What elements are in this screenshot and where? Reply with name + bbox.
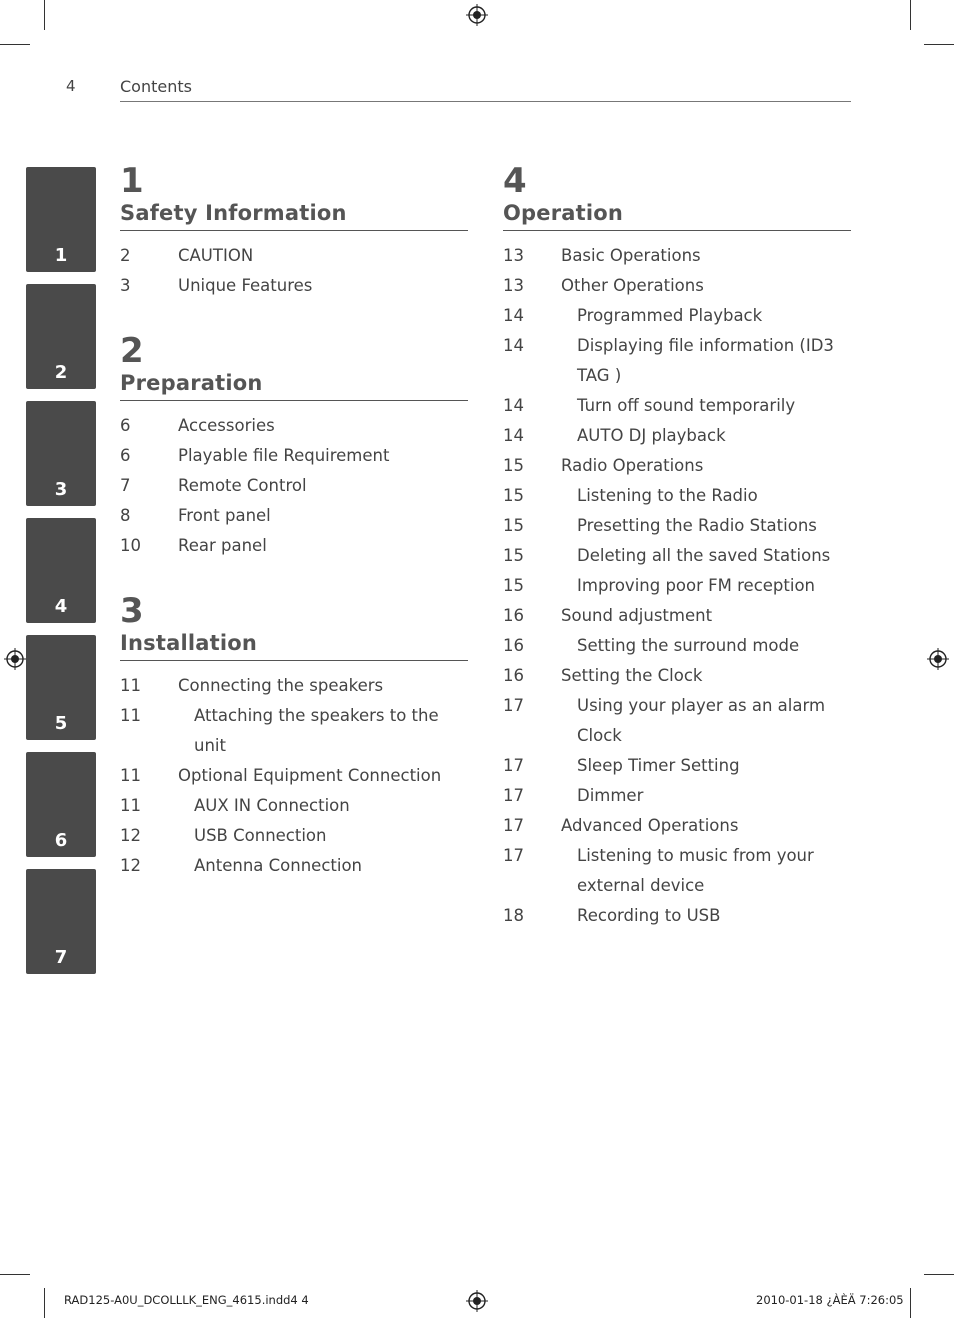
toc-entry-text: USB Connection <box>194 826 327 845</box>
toc-entry-text: Improving poor FM reception <box>577 576 815 595</box>
toc-entry[interactable] <box>120 241 468 271</box>
toc-entry-text: Unique Features <box>178 276 313 295</box>
toc-entry-text: Listening to music from your external device <box>577 846 814 895</box>
toc-entry-text: Sound adjustment <box>561 606 713 625</box>
toc-entry-text: Setting the surround mode <box>577 636 800 655</box>
toc-entry-page: 14 <box>503 306 524 325</box>
chapter-tab-4[interactable] <box>26 518 96 623</box>
toc-entry[interactable] <box>503 781 851 811</box>
chapter-tab-label: 4 <box>54 596 68 617</box>
toc-entry-page: 11 <box>120 676 141 695</box>
toc-entry[interactable] <box>503 631 851 661</box>
toc-section <box>503 161 851 931</box>
toc-entry-page: 17 <box>503 846 524 865</box>
toc-entry[interactable] <box>120 411 468 441</box>
toc-entry-page: 14 <box>503 336 524 355</box>
toc-entry-page: 13 <box>503 246 524 265</box>
toc-entry[interactable] <box>503 271 851 301</box>
chapter-tab-5[interactable] <box>26 635 96 740</box>
toc-entry-text: CAUTION <box>178 246 254 265</box>
toc-entry-text: Turn off sound temporarily <box>577 396 796 415</box>
toc-entry-page: 6 <box>120 416 131 435</box>
toc-entry-text: Remote Control <box>178 476 307 495</box>
chapter-tab-label: 7 <box>54 947 68 968</box>
toc-entry[interactable] <box>120 671 468 701</box>
toc-entry-page: 17 <box>503 696 524 715</box>
section-divider <box>120 230 468 231</box>
section-title: Installation <box>120 631 258 655</box>
toc-entry[interactable] <box>503 481 851 511</box>
toc-entry-text: Recording to USB <box>577 906 721 925</box>
toc-entry-page: 14 <box>503 396 524 415</box>
toc-entry[interactable] <box>120 531 468 561</box>
chapter-tab-6[interactable] <box>26 752 96 857</box>
section-title: Preparation <box>120 371 263 395</box>
crop-mark <box>0 1274 30 1275</box>
toc-entry[interactable] <box>503 421 851 451</box>
toc-entry[interactable] <box>503 841 851 901</box>
chapter-tab-label: 3 <box>54 479 68 500</box>
toc-entry[interactable] <box>503 241 851 271</box>
toc-entry[interactable] <box>120 501 468 531</box>
toc-entry-page: 15 <box>503 546 524 565</box>
toc-entry[interactable] <box>120 761 468 791</box>
toc-entry[interactable] <box>503 301 851 331</box>
toc-section <box>120 331 468 561</box>
section-title: Operation <box>503 201 624 225</box>
section-number: 4 <box>503 161 527 201</box>
toc-entry[interactable] <box>503 811 851 841</box>
toc-entry[interactable] <box>120 271 468 301</box>
toc-entry[interactable] <box>503 451 851 481</box>
crop-mark <box>924 44 954 45</box>
toc-entry-text: Connecting the speakers <box>178 676 384 695</box>
chapter-tab-label: 2 <box>54 362 68 383</box>
toc-entry-page: 13 <box>503 276 524 295</box>
chapter-tab-label: 6 <box>54 830 68 851</box>
toc-entry[interactable] <box>503 691 851 751</box>
toc-entry-text: Using your player as an alarm Clock <box>577 696 826 745</box>
toc-entry-text: Front panel <box>178 506 271 525</box>
toc-entry[interactable] <box>503 391 851 421</box>
toc-entry-text: Accessories <box>178 416 275 435</box>
toc-entry-text: Sleep Timer Setting <box>577 756 740 775</box>
footer-file-name: RAD125-A0U_DCOLLLK_ENG_4615.indd4 4 <box>64 1293 309 1307</box>
toc-entry-page: 17 <box>503 816 524 835</box>
toc-entry[interactable] <box>503 601 851 631</box>
toc-entry[interactable] <box>503 331 851 391</box>
chapter-tab-label: 5 <box>54 713 68 734</box>
toc-entry-page: 16 <box>503 636 524 655</box>
toc-entry[interactable] <box>120 851 468 881</box>
crop-mark <box>910 0 911 30</box>
toc-left-column <box>120 161 468 915</box>
chapter-tab-7[interactable] <box>26 869 96 974</box>
registration-mark-icon <box>466 4 488 26</box>
section-number: 1 <box>120 161 144 201</box>
toc-entry-text: Presetting the Radio Stations <box>577 516 817 535</box>
chapter-tab-3[interactable] <box>26 401 96 506</box>
toc-entry-text: Displaying file information (ID3 TAG ) <box>577 336 834 385</box>
toc-right-column <box>503 161 851 965</box>
toc-entry-text: AUTO DJ playback <box>577 426 726 445</box>
toc-entry-page: 15 <box>503 486 524 505</box>
toc-entry-text: Advanced Operations <box>561 816 739 835</box>
toc-entry-text: Rear panel <box>178 536 267 555</box>
toc-entry[interactable] <box>120 701 468 761</box>
toc-entry[interactable] <box>120 441 468 471</box>
toc-entry-text: Deleting all the saved Stations <box>577 546 831 565</box>
toc-entry-page: 15 <box>503 576 524 595</box>
toc-entry-page: 15 <box>503 516 524 535</box>
section-number: 3 <box>120 591 144 631</box>
toc-entry-text: Listening to the Radio <box>577 486 758 505</box>
toc-entry[interactable] <box>503 901 851 931</box>
crop-mark <box>0 44 30 45</box>
toc-entry-text: Radio Operations <box>561 456 704 475</box>
toc-entry-page: 11 <box>120 766 141 785</box>
toc-entry-text: Other Operations <box>561 276 704 295</box>
chapter-tab-label: 1 <box>54 245 68 266</box>
toc-entry[interactable] <box>503 541 851 571</box>
toc-entry-text: Dimmer <box>577 786 644 805</box>
section-divider <box>120 400 468 401</box>
toc-entry-page: 15 <box>503 456 524 475</box>
toc-entry-page: 10 <box>120 536 141 555</box>
section-title: Safety Information <box>120 201 347 225</box>
registration-mark-icon <box>4 648 26 670</box>
page-number: 4 <box>66 77 76 95</box>
toc-section <box>120 161 468 301</box>
toc-entry-text: Attaching the speakers to the unit <box>194 706 439 755</box>
toc-entry-page: 17 <box>503 786 524 805</box>
footer-timestamp: 2010-01-18 ¿ÀÈÄ 7:26:05 <box>756 1293 904 1307</box>
section-divider <box>120 660 468 661</box>
toc-entry-text: Playable file Requirement <box>178 446 390 465</box>
toc-entry-page: 14 <box>503 426 524 445</box>
toc-entry-page: 17 <box>503 756 524 775</box>
toc-entry[interactable] <box>120 471 468 501</box>
crop-mark <box>44 0 45 30</box>
crop-mark <box>924 1274 954 1275</box>
toc-entry-page: 8 <box>120 506 131 525</box>
toc-entry-page: 3 <box>120 276 131 295</box>
chapter-tab-1[interactable] <box>26 167 96 272</box>
toc-entry[interactable] <box>120 791 468 821</box>
toc-entry[interactable] <box>503 571 851 601</box>
toc-entry-text: Setting the Clock <box>561 666 703 685</box>
toc-entry-page: 2 <box>120 246 131 265</box>
toc-section <box>120 591 468 881</box>
toc-entry-text: AUX IN Connection <box>194 796 350 815</box>
page-title: Contents <box>120 77 192 96</box>
toc-entry[interactable] <box>503 661 851 691</box>
toc-entry-page: 12 <box>120 856 141 875</box>
section-divider <box>503 230 851 231</box>
toc-entry[interactable] <box>503 511 851 541</box>
toc-entry-text: Antenna Connection <box>194 856 362 875</box>
toc-entry-page: 16 <box>503 606 524 625</box>
toc-entry-page: 11 <box>120 796 141 815</box>
toc-entry-text: Programmed Playback <box>577 306 763 325</box>
toc-entry[interactable] <box>120 821 468 851</box>
crop-mark <box>910 1288 911 1318</box>
toc-entry-page: 16 <box>503 666 524 685</box>
toc-entry-text: Basic Operations <box>561 246 701 265</box>
toc-entry-page: 18 <box>503 906 524 925</box>
chapter-tab-2[interactable] <box>26 284 96 389</box>
registration-mark-icon <box>466 1290 488 1312</box>
registration-mark-icon <box>927 648 949 670</box>
toc-entry-page: 7 <box>120 476 131 495</box>
toc-entry-page: 12 <box>120 826 141 845</box>
section-number: 2 <box>120 331 144 371</box>
crop-mark <box>44 1288 45 1318</box>
toc-entry-page: 11 <box>120 706 141 725</box>
toc-entry-text: Optional Equipment Connection <box>178 766 442 785</box>
toc-entry[interactable] <box>503 751 851 781</box>
header-divider <box>120 101 851 102</box>
toc-entry-page: 6 <box>120 446 131 465</box>
